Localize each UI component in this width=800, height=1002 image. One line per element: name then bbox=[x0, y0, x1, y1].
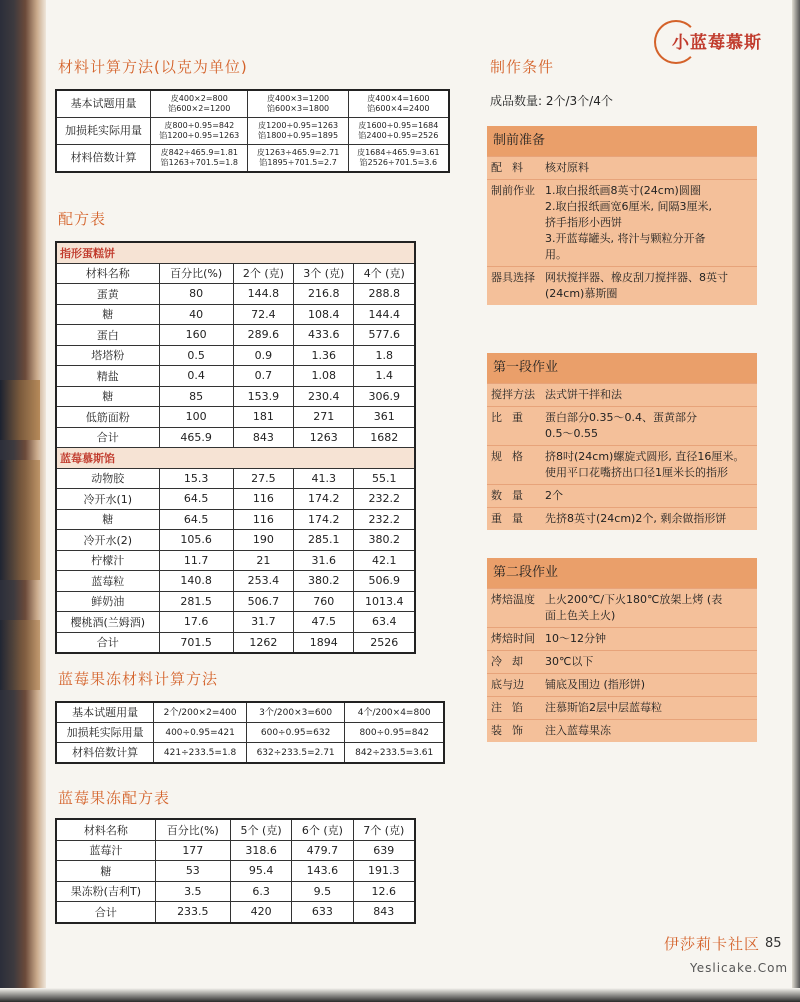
panel-row-key: 制前作业 bbox=[491, 184, 535, 197]
table-cell bbox=[151, 118, 248, 145]
table-cell: 144.4 bbox=[354, 304, 415, 325]
table-row bbox=[56, 571, 415, 592]
recipe-table bbox=[55, 241, 416, 654]
ingredient-name: 蛋黄 bbox=[56, 284, 159, 305]
table-cell: 21 bbox=[233, 550, 293, 571]
table-row bbox=[56, 407, 415, 428]
table-row bbox=[56, 881, 415, 902]
panel-row-value: 2个 bbox=[545, 489, 563, 502]
filling-value: 馅1200÷0.95=1263 bbox=[159, 131, 240, 140]
page-number: 85 bbox=[765, 936, 782, 951]
page-edge bbox=[792, 0, 800, 1002]
table-cell: 1682 bbox=[354, 427, 415, 448]
table-cell: 80 bbox=[159, 284, 233, 305]
ingredient-name: 低筋面粉 bbox=[56, 407, 159, 428]
table-cell bbox=[348, 145, 449, 173]
table-cell: 577.6 bbox=[354, 325, 415, 346]
table-cell: 160 bbox=[159, 325, 233, 346]
panel-row-value: 1.取白报纸画8英寸(24cm)圆圈 2.取白报纸画宽6厘米, 间隔3厘米, 挤手指形小西饼 3.开蓝莓罐头, 将汁与颗粒分开备 用。 bbox=[545, 184, 712, 261]
panel-row-key: 底与边 bbox=[491, 678, 524, 691]
table-cell bbox=[248, 118, 348, 145]
group-header-row bbox=[56, 448, 415, 469]
table-row bbox=[56, 550, 415, 571]
filling-value: 馅600×2=1200 bbox=[168, 104, 231, 113]
panel-row-value: 蛋白部分0.35～0.4、蛋黄部分 0.5～0.55 bbox=[545, 411, 697, 440]
column-header: 7个 (克) bbox=[353, 819, 415, 840]
table-cell: 53 bbox=[155, 861, 230, 882]
header-row bbox=[56, 819, 415, 840]
table-cell: 232.2 bbox=[354, 509, 415, 530]
table-cell bbox=[348, 118, 449, 145]
quantity-text: 成品数量: 2个/3个/4个 bbox=[490, 94, 613, 108]
panel-row bbox=[487, 673, 757, 696]
table-cell: 64.5 bbox=[159, 509, 233, 530]
conditions-title: 制作条件 bbox=[490, 58, 555, 76]
table-cell: 2个/200×2=400 bbox=[154, 702, 247, 723]
table-row bbox=[56, 427, 415, 448]
panel-row bbox=[487, 266, 757, 305]
table-cell: 506.7 bbox=[233, 591, 293, 612]
panel-row bbox=[487, 696, 757, 719]
skin-value: 皮400×3=1200 bbox=[267, 94, 330, 103]
table-cell bbox=[248, 90, 348, 118]
panel-row-value: 铺底及围边 (指形饼) bbox=[545, 678, 646, 691]
table-cell: 433.6 bbox=[294, 325, 354, 346]
panel-row bbox=[487, 179, 757, 266]
table-cell: 105.6 bbox=[159, 530, 233, 551]
skin-value: 皮1200÷0.95=1263 bbox=[258, 121, 339, 130]
table-cell: 2526 bbox=[354, 632, 415, 653]
table-cell: 1263 bbox=[294, 427, 354, 448]
table-cell: 380.2 bbox=[354, 530, 415, 551]
recipe-title: 小蓝莓慕斯 bbox=[672, 33, 762, 53]
panel-row-key: 数量 bbox=[491, 489, 533, 502]
panel-row-value: 注入蓝莓果冻 bbox=[545, 724, 611, 737]
table-row bbox=[56, 591, 415, 612]
table-cell: 1262 bbox=[233, 632, 293, 653]
calc2-table bbox=[55, 701, 445, 764]
column-header: 2个 (克) bbox=[233, 263, 293, 284]
row-label: 材料倍数计算 bbox=[56, 743, 154, 764]
table-cell: 190 bbox=[233, 530, 293, 551]
panel-row-key: 冷却 bbox=[491, 655, 533, 668]
skin-value: 皮1263÷465.9=2.71 bbox=[256, 148, 340, 157]
table-cell: 271 bbox=[294, 407, 354, 428]
table-cell: 632÷233.5=2.71 bbox=[246, 743, 345, 764]
table-cell: 108.4 bbox=[294, 304, 354, 325]
table-cell: 11.7 bbox=[159, 550, 233, 571]
table-cell: 6.3 bbox=[230, 881, 291, 902]
table-cell: 281.5 bbox=[159, 591, 233, 612]
panel-row-value: 10～12分钟 bbox=[545, 632, 606, 645]
table-row bbox=[56, 284, 415, 305]
table-row bbox=[56, 723, 444, 743]
table-cell: 181 bbox=[233, 407, 293, 428]
table-cell: 42.1 bbox=[354, 550, 415, 571]
column-header: 3个 (克) bbox=[294, 263, 354, 284]
table-row bbox=[56, 386, 415, 407]
table-cell: 1.36 bbox=[294, 345, 354, 366]
table-row bbox=[56, 118, 449, 145]
panel-row bbox=[487, 445, 757, 484]
panel-row bbox=[487, 627, 757, 650]
table-row bbox=[56, 530, 415, 551]
panel-row-key: 器具选择 bbox=[491, 271, 535, 284]
panel-row-value: 法式饼干拌和法 bbox=[545, 388, 622, 401]
table-row bbox=[56, 702, 444, 723]
table-cell: 289.6 bbox=[233, 325, 293, 346]
row-label: 加损耗实际用量 bbox=[56, 723, 154, 743]
table-cell: 144.8 bbox=[233, 284, 293, 305]
table-cell: 63.4 bbox=[354, 612, 415, 633]
table-cell: 140.8 bbox=[159, 571, 233, 592]
filling-value: 馅2400÷0.95=2526 bbox=[358, 131, 439, 140]
panel-row-value: 上火200℃/下火180℃放架上烤 (表 面上色关上火) bbox=[545, 593, 723, 622]
filling-value: 馅2526÷701.5=3.6 bbox=[359, 158, 438, 167]
panel-row-value: 30℃以下 bbox=[545, 655, 594, 668]
table-cell: 174.2 bbox=[294, 509, 354, 530]
table-cell: 4个/200×4=800 bbox=[345, 702, 444, 723]
footer-url: Yeslicake.Com bbox=[690, 961, 789, 975]
table-row bbox=[56, 304, 415, 325]
table-row bbox=[56, 509, 415, 530]
panel-row bbox=[487, 650, 757, 673]
ingredient-name: 动物胶 bbox=[56, 468, 159, 489]
calc1-table bbox=[55, 89, 450, 173]
ingredient-name: 樱桃酒(兰姆酒) bbox=[56, 612, 159, 633]
table-row bbox=[56, 145, 449, 173]
table-row bbox=[56, 902, 415, 923]
panel-row-key: 注馅 bbox=[491, 701, 533, 714]
panel-row-key: 重量 bbox=[491, 512, 533, 525]
table-cell: 0.4 bbox=[159, 366, 233, 387]
panel-row bbox=[487, 484, 757, 507]
ingredient-name: 蓝莓汁 bbox=[56, 840, 155, 861]
ingredient-name: 鲜奶油 bbox=[56, 591, 159, 612]
table-cell: 0.5 bbox=[159, 345, 233, 366]
recipe-title: 配方表 bbox=[58, 210, 107, 228]
filling-value: 馅1263÷701.5=1.8 bbox=[160, 158, 238, 167]
table-cell: 12.6 bbox=[353, 881, 415, 902]
table-cell: 800÷0.95=842 bbox=[345, 723, 444, 743]
ingredient-name: 蓝莓粒 bbox=[56, 571, 159, 592]
ingredient-name: 塔塔粉 bbox=[56, 345, 159, 366]
ingredient-name: 果冻粉(吉利T) bbox=[56, 881, 155, 902]
ingredient-name: 糖 bbox=[56, 304, 159, 325]
recipe-title-badge bbox=[654, 18, 786, 58]
filling-value: 馅1895÷701.5=2.7 bbox=[259, 158, 337, 167]
panel-row bbox=[487, 588, 757, 627]
ingredient-name: 合计 bbox=[56, 427, 159, 448]
group-header: 蓝莓慕斯馅 bbox=[56, 448, 415, 469]
filling-value: 馅600×4=2400 bbox=[367, 104, 430, 113]
skin-value: 皮400×4=1600 bbox=[367, 94, 430, 103]
table-cell: 639 bbox=[353, 840, 415, 861]
table-cell: 1.8 bbox=[354, 345, 415, 366]
column-header: 6个 (克) bbox=[292, 819, 353, 840]
table-cell: 633 bbox=[292, 902, 353, 923]
table-cell: 95.4 bbox=[230, 861, 291, 882]
ingredient-name: 冷开水(2) bbox=[56, 530, 159, 551]
panel-header: 第二段作业 bbox=[487, 558, 757, 588]
table-cell: 100 bbox=[159, 407, 233, 428]
recipe2-table bbox=[55, 818, 416, 924]
skin-value: 皮400×2=800 bbox=[170, 94, 228, 103]
table-cell: 285.1 bbox=[294, 530, 354, 551]
table-cell: 64.5 bbox=[159, 489, 233, 510]
table-row bbox=[56, 612, 415, 633]
table-cell: 9.5 bbox=[292, 881, 353, 902]
table-cell: 843 bbox=[233, 427, 293, 448]
table-cell: 85 bbox=[159, 386, 233, 407]
table-cell bbox=[248, 145, 348, 173]
panel-header: 制前准备 bbox=[487, 126, 757, 156]
table-cell: 1894 bbox=[294, 632, 354, 653]
ingredient-name: 糖 bbox=[56, 509, 159, 530]
table-cell: 1.4 bbox=[354, 366, 415, 387]
table-row bbox=[56, 489, 415, 510]
table-cell: 380.2 bbox=[294, 571, 354, 592]
table-cell: 40 bbox=[159, 304, 233, 325]
panel-row-key: 烤焙温度 bbox=[491, 593, 535, 606]
ingredient-name: 蛋白 bbox=[56, 325, 159, 346]
panel-row-value: 注慕斯馅2层中层蓝莓粒 bbox=[545, 701, 662, 714]
column-header: 百分比(%) bbox=[155, 819, 230, 840]
column-header: 4个 (克) bbox=[354, 263, 415, 284]
table-cell bbox=[348, 90, 449, 118]
table-cell: 600÷0.95=632 bbox=[246, 723, 345, 743]
panel-row-value: 挤8吋(24cm)螺旋式圆形, 直径16厘米。 使用平口花嘴挤出口径1厘米长的指形 bbox=[545, 450, 745, 479]
table-cell: 318.6 bbox=[230, 840, 291, 861]
table-cell: 153.9 bbox=[233, 386, 293, 407]
row-label: 材料倍数计算 bbox=[56, 145, 151, 173]
group-header-row bbox=[56, 242, 415, 263]
table-cell: 47.5 bbox=[294, 612, 354, 633]
table-cell: 842÷233.5=3.61 bbox=[345, 743, 444, 764]
panel-row bbox=[487, 507, 757, 530]
table-cell: 230.4 bbox=[294, 386, 354, 407]
table-cell: 361 bbox=[354, 407, 415, 428]
table-cell: 479.7 bbox=[292, 840, 353, 861]
table-row bbox=[56, 743, 444, 764]
table-row bbox=[56, 345, 415, 366]
group-header: 指形蛋糕饼 bbox=[56, 242, 415, 263]
table-cell: 506.9 bbox=[354, 571, 415, 592]
skin-value: 皮1600÷0.95=1684 bbox=[358, 121, 439, 130]
table-cell: 27.5 bbox=[233, 468, 293, 489]
table-cell: 177 bbox=[155, 840, 230, 861]
panel-row-key: 比重 bbox=[491, 411, 533, 424]
table-row bbox=[56, 840, 415, 861]
filling-value: 馅600×3=1800 bbox=[267, 104, 330, 113]
page-bottom-edge bbox=[0, 988, 800, 1002]
table-cell bbox=[151, 90, 248, 118]
skin-value: 皮1684÷465.9=3.61 bbox=[357, 148, 440, 157]
ingredient-name: 柠檬汁 bbox=[56, 550, 159, 571]
table-cell: 760 bbox=[294, 591, 354, 612]
book-spine bbox=[0, 0, 46, 1002]
table-cell: 420 bbox=[230, 902, 291, 923]
table-cell: 41.3 bbox=[294, 468, 354, 489]
ingredient-name: 冷开水(1) bbox=[56, 489, 159, 510]
column-header: 5个 (克) bbox=[230, 819, 291, 840]
row-label: 加损耗实际用量 bbox=[56, 118, 151, 145]
table-cell: 465.9 bbox=[159, 427, 233, 448]
table-cell: 191.3 bbox=[353, 861, 415, 882]
panel-row bbox=[487, 156, 757, 179]
skin-value: 皮842÷465.9=1.81 bbox=[160, 148, 238, 157]
panel-row-key: 配料 bbox=[491, 161, 533, 174]
column-header: 百分比(%) bbox=[159, 263, 233, 284]
panel-row-key: 搅拌方法 bbox=[491, 388, 535, 401]
ingredient-name: 合计 bbox=[56, 632, 159, 653]
table-cell: 288.8 bbox=[354, 284, 415, 305]
row-label: 基本试题用量 bbox=[56, 90, 151, 118]
ingredient-name: 糖 bbox=[56, 386, 159, 407]
table-cell: 216.8 bbox=[294, 284, 354, 305]
ingredient-name: 合计 bbox=[56, 902, 155, 923]
table-cell: 116 bbox=[233, 509, 293, 530]
table-cell: 233.5 bbox=[155, 902, 230, 923]
table-cell: 72.4 bbox=[233, 304, 293, 325]
calc1-title: 材料计算方法(以克为单位) bbox=[58, 58, 248, 76]
table-row bbox=[56, 366, 415, 387]
prep-panel bbox=[487, 126, 757, 305]
stage2-panel bbox=[487, 558, 757, 742]
filling-value: 馅1800÷0.95=1895 bbox=[258, 131, 339, 140]
panel-row bbox=[487, 383, 757, 406]
table-cell: 0.9 bbox=[233, 345, 293, 366]
table-cell: 143.6 bbox=[292, 861, 353, 882]
column-header: 材料名称 bbox=[56, 263, 159, 284]
table-cell: 3.5 bbox=[155, 881, 230, 902]
recipe2-title: 蓝莓果冻配方表 bbox=[58, 789, 171, 807]
panel-row-value: 核对原料 bbox=[545, 161, 589, 174]
table-cell: 116 bbox=[233, 489, 293, 510]
table-cell: 55.1 bbox=[354, 468, 415, 489]
row-label: 基本试题用量 bbox=[56, 702, 154, 723]
ingredient-name: 糖 bbox=[56, 861, 155, 882]
panel-row bbox=[487, 719, 757, 742]
stage1-panel bbox=[487, 353, 757, 530]
panel-row-value: 先挤8英寸(24cm)2个, 剩余做指形饼 bbox=[545, 512, 727, 525]
table-cell: 232.2 bbox=[354, 489, 415, 510]
panel-row-value: 网状搅拌器、橡皮刮刀搅拌器、8英寸 (24cm)慕斯圈 bbox=[545, 271, 728, 300]
header-row bbox=[56, 263, 415, 284]
panel-row-key: 装饰 bbox=[491, 724, 533, 737]
skin-value: 皮800÷0.95=842 bbox=[164, 121, 235, 130]
panel-row bbox=[487, 406, 757, 445]
ingredient-name: 精盐 bbox=[56, 366, 159, 387]
panel-row-key: 烤焙时间 bbox=[491, 632, 535, 645]
table-cell: 17.6 bbox=[159, 612, 233, 633]
table-row bbox=[56, 325, 415, 346]
table-row bbox=[56, 632, 415, 653]
table-cell bbox=[151, 145, 248, 173]
table-cell: 3个/200×3=600 bbox=[246, 702, 345, 723]
table-cell: 253.4 bbox=[233, 571, 293, 592]
column-header: 材料名称 bbox=[56, 819, 155, 840]
table-cell: 843 bbox=[353, 902, 415, 923]
table-cell: 174.2 bbox=[294, 489, 354, 510]
table-cell: 15.3 bbox=[159, 468, 233, 489]
table-row bbox=[56, 468, 415, 489]
calc2-title: 蓝莓果冻材料计算方法 bbox=[58, 670, 219, 688]
table-cell: 701.5 bbox=[159, 632, 233, 653]
panel-header: 第一段作业 bbox=[487, 353, 757, 383]
table-cell: 1.08 bbox=[294, 366, 354, 387]
table-cell: 421÷233.5=1.8 bbox=[154, 743, 247, 764]
table-cell: 31.7 bbox=[233, 612, 293, 633]
table-cell: 306.9 bbox=[354, 386, 415, 407]
table-row bbox=[56, 861, 415, 882]
table-row bbox=[56, 90, 449, 118]
panel-row-key: 规格 bbox=[491, 450, 533, 463]
footer-brand: 伊莎莉卡社区 bbox=[664, 935, 761, 953]
table-cell: 1013.4 bbox=[354, 591, 415, 612]
table-cell: 0.7 bbox=[233, 366, 293, 387]
table-cell: 400÷0.95=421 bbox=[154, 723, 247, 743]
table-cell: 31.6 bbox=[294, 550, 354, 571]
